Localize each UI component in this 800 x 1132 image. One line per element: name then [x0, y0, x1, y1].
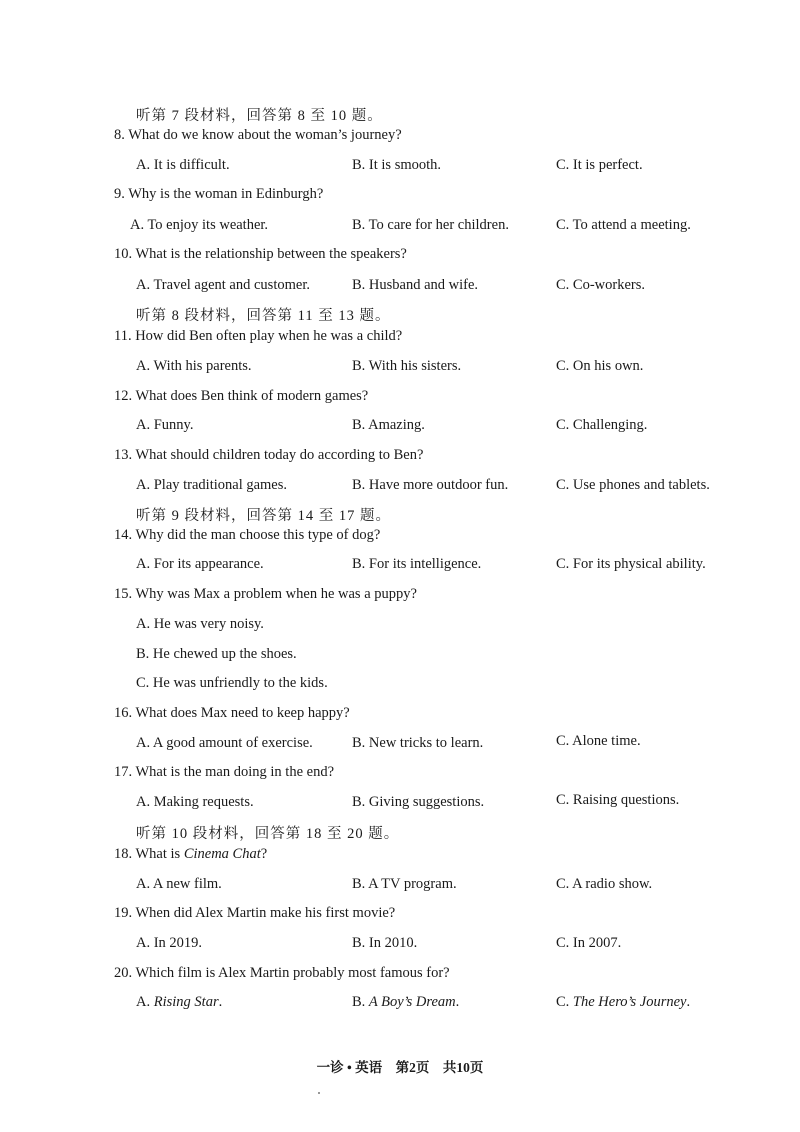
q12-option-b: B. Amazing.	[352, 417, 425, 433]
q19-option-a: A. In 2019.	[136, 935, 203, 951]
q20-a-title: Rising Star	[153, 994, 219, 1010]
q18-stem-text: 18. What is	[114, 846, 184, 862]
question-15-stem: 15. Why was Max a problem when he was a puppy?	[114, 586, 417, 602]
question-8-stem: 8. What do we know about the woman’s journey?	[114, 127, 402, 143]
question-11-stem: 11. How did Ben often play when he was a child?	[114, 328, 403, 344]
q9-option-b: B. To care for her children.	[352, 217, 509, 233]
section-heading-10: 听第 10 段材料，回答第 18 至 20 题。	[136, 826, 400, 842]
q20-c-letter: C.	[556, 994, 573, 1010]
q20-b-letter: B.	[352, 994, 369, 1010]
q13-option-c: C. Use phones and tablets.	[556, 477, 710, 493]
q20-c-end: .	[686, 994, 691, 1010]
q20-a-end: .	[218, 994, 223, 1010]
q16-option-b: B. New tricks to learn.	[352, 735, 484, 751]
question-18-stem	[114, 846, 267, 863]
question-17-stem: 17. What is the man doing in the end?	[114, 764, 335, 780]
q9-option-c: C. To attend a meeting.	[556, 217, 691, 233]
q13-option-b: B. Have more outdoor fun.	[352, 477, 509, 493]
question-12-stem: 12. What does Ben think of modern games?	[114, 388, 369, 404]
q20-option-a	[136, 994, 222, 1011]
q14-option-a: A. For its appearance.	[136, 556, 264, 572]
q20-a-letter: A.	[136, 994, 154, 1010]
q20-c-title: The Hero’s Journey	[572, 994, 687, 1010]
question-19-stem: 19. When did Alex Martin make his first movie?	[114, 905, 396, 921]
q15-option-a: A. He was very noisy.	[136, 616, 264, 632]
q12-option-c: C. Challenging.	[556, 417, 648, 433]
q20-option-b	[352, 994, 459, 1011]
question-10-stem: 10. What is the relationship between the speakers?	[114, 246, 407, 262]
q18-option-c: C. A radio show.	[556, 876, 653, 892]
question-20-stem: 20. Which film is Alex Martin probably most famous for?	[114, 965, 450, 981]
q11-option-c: C. On his own.	[556, 358, 644, 374]
q16-option-a: A. A good amount of exercise.	[136, 735, 313, 751]
q20-b-end: .	[455, 994, 460, 1010]
section-heading-8: 听第 8 段材料，回答第 11 至 13 题。	[136, 308, 391, 324]
question-13-stem: 13. What should children today do according to Ben?	[114, 447, 424, 463]
page-footer: 一诊 • 英语 第2页 共10页	[316, 1060, 484, 1075]
q17-option-b: B. Giving suggestions.	[352, 794, 485, 810]
q18-option-b: B. A TV program.	[352, 876, 457, 892]
q14-option-c: C. For its physical ability.	[556, 556, 706, 572]
q19-option-b: B. In 2010.	[352, 935, 418, 951]
q15-option-c: C. He was unfriendly to the kids.	[136, 675, 328, 691]
q18-stem-end: ?	[260, 846, 268, 862]
question-16-stem: 16. What does Max need to keep happy?	[114, 705, 350, 721]
q14-option-b: B. For its intelligence.	[352, 556, 482, 572]
q12-option-a: A. Funny.	[136, 417, 194, 433]
q20-b-title: A Boy’s Dream	[368, 994, 456, 1010]
q19-option-c: C. In 2007.	[556, 935, 622, 951]
q11-option-b: B. With his sisters.	[352, 358, 462, 374]
q8-option-b: B. It is smooth.	[352, 157, 442, 173]
q18-option-a: A. A new film.	[136, 876, 222, 892]
q8-option-c: C. It is perfect.	[556, 157, 643, 173]
q11-option-a: A. With his parents.	[136, 358, 252, 374]
question-14-stem: 14. Why did the man choose this type of dog?	[114, 527, 381, 543]
q16-option-c: C. Alone time.	[556, 733, 641, 749]
q20-option-c	[556, 994, 690, 1011]
scan-speck	[318, 1092, 320, 1094]
q17-option-c: C. Raising questions.	[556, 792, 680, 808]
q10-option-c: C. Co-workers.	[556, 277, 646, 293]
section-heading-9: 听第 9 段材料，回答第 14 至 17 题。	[136, 508, 391, 524]
section-heading-7: 听第 7 段材料，回答第 8 至 10 题。	[136, 108, 383, 124]
q10-option-b: B. Husband and wife.	[352, 277, 479, 293]
q10-option-a: A. Travel agent and customer.	[136, 277, 310, 293]
q13-option-a: A. Play traditional games.	[136, 477, 288, 493]
q8-option-a: A. It is difficult.	[136, 157, 230, 173]
q17-option-a: A. Making requests.	[136, 794, 254, 810]
q9-option-a: A. To enjoy its weather.	[130, 217, 269, 233]
q18-stem-title: Cinema Chat	[183, 846, 261, 862]
question-9-stem: 9. Why is the woman in Edinburgh?	[114, 186, 324, 202]
q15-option-b: B. He chewed up the shoes.	[136, 646, 297, 662]
